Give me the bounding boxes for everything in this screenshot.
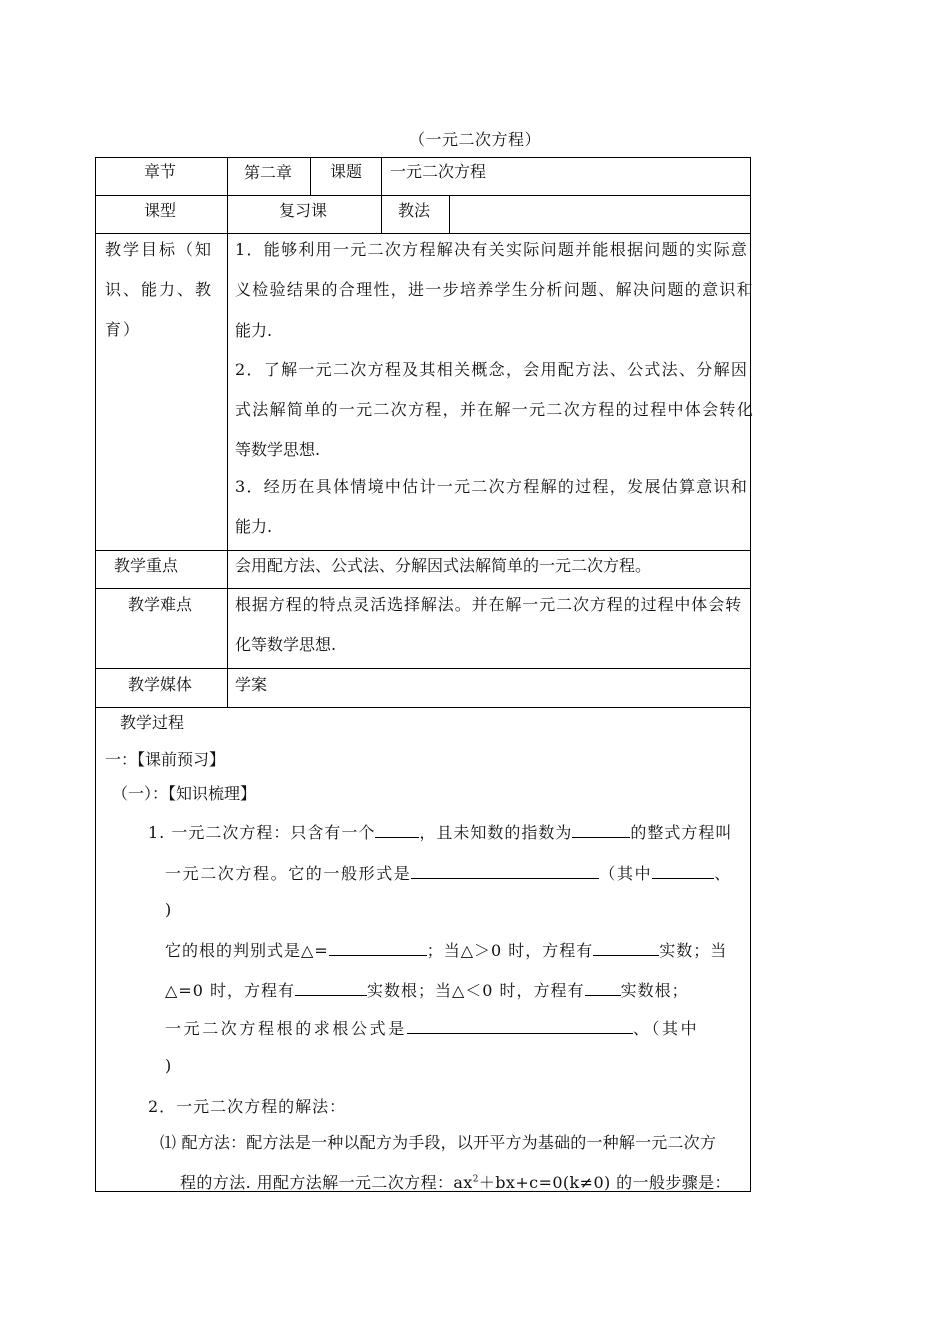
type-label: 课型 <box>144 201 177 220</box>
item1-text-a: 1. 一元二次方程：只含有一个 <box>148 823 376 842</box>
objectives-label-line: 教学目标（知 <box>105 240 214 259</box>
blank <box>411 864 599 879</box>
item2-heading: 2．一元二次方程的解法： <box>148 1097 347 1116</box>
objective-line: 式法解简单的一元二次方程，并在解一元二次方程的过程中体会转化 <box>235 400 755 419</box>
objectives-label-line: 识、能力、教 <box>105 280 214 299</box>
page-title: （一元二次方程） <box>408 130 541 149</box>
item1-text-b: ，且未知数的指数为 <box>419 823 573 842</box>
disc-text-c: 实数；当 <box>659 941 728 960</box>
method-label: 教法 <box>398 201 431 220</box>
disc-text-b: ；当△＞0 时，方程有 <box>426 941 594 960</box>
process-heading: 教学过程 <box>120 713 185 732</box>
discriminant-line1 <box>165 938 727 961</box>
objective-line: 1．能够利用一元二次方程解决有关实际问题并能根据问题的实际意 <box>235 240 749 259</box>
disc2-text-b: 实数根；当△＜0 时，方程有 <box>366 981 585 1000</box>
media-value: 学案 <box>235 675 268 694</box>
objective-line: 3．经历在具体情境中估计一元二次方程解的过程，发展估算意识和 <box>235 477 749 496</box>
blank <box>407 1019 633 1034</box>
topic-value: 一元二次方程 <box>390 162 487 181</box>
objective-line: 2．了解一元二次方程及其相关概念，会用配方法、公式法、分解因 <box>235 360 749 379</box>
item1-line1 <box>148 820 732 843</box>
subsection-heading: （一）：【知识梳理】 <box>112 784 257 803</box>
exponent: 2 <box>472 1174 479 1185</box>
blank <box>585 981 621 996</box>
key-points-text: 会用配方法、公式法、分解因式法解简单的一元二次方程。 <box>235 556 652 575</box>
objective-line: 能力. <box>235 321 273 340</box>
objectives-label-line: 育） <box>105 320 142 339</box>
item1-line2-text-b: （其中 <box>599 864 653 883</box>
blank <box>652 864 714 879</box>
item1-text-c: 的整式方程叫 <box>630 823 733 842</box>
method1-text-a: 程的方法. 用配方法解一元二次方程：ax <box>180 1173 473 1192</box>
key-points-label: 教学重点 <box>114 556 179 575</box>
formula-line2: ) <box>165 1056 173 1075</box>
formula-text-b: 、（其中 <box>632 1019 700 1038</box>
method1-line2 <box>180 1170 731 1193</box>
objective-line: 等数学思想. <box>235 440 321 459</box>
blank <box>375 823 419 838</box>
blank <box>572 823 630 838</box>
difficulty-line: 化等数学思想. <box>235 635 337 654</box>
item1-line2 <box>165 861 732 884</box>
topic-label: 课题 <box>330 162 363 181</box>
item1-line3: ) <box>165 900 173 919</box>
difficulty-line: 根据方程的特点灵活选择解法。并在解一元二次方程的过程中体会转 <box>235 595 743 614</box>
formula-line1 <box>165 1016 699 1039</box>
blank <box>295 981 367 996</box>
section-heading: 一：【课前预习】 <box>105 750 226 769</box>
item1-line2-text-a: 一元二次方程。它的一般形式是 <box>165 864 412 883</box>
objective-line: 义检验结果的合理性，进一步培养学生分析问题、解决问题的意识和 <box>235 280 755 299</box>
disc2-text-c: 实数根； <box>620 981 689 1000</box>
type-value: 复习课 <box>279 201 328 220</box>
chapter-label: 章节 <box>144 162 177 181</box>
discriminant-line2 <box>165 978 689 1001</box>
method1-text-b: ＋bx+c=0(k≠0) 的一般步骤是： <box>478 1173 731 1192</box>
disc2-text-a: △=0 时，方程有 <box>165 981 295 1000</box>
method1-line1: ⑴ 配方法：配方法是一种以配方为手段，以开平方为基础的一种解一元二次方 <box>160 1133 717 1152</box>
disc-text-a: 它的根的判别式是△= <box>165 941 329 960</box>
media-label: 教学媒体 <box>128 675 193 694</box>
item1-line2-text-c: 、 <box>714 864 732 883</box>
blank <box>329 941 427 956</box>
difficulties-label: 教学难点 <box>128 595 193 614</box>
objective-line: 能力. <box>235 517 273 536</box>
formula-text-a: 一元二次方程根的求根公式是 <box>165 1019 407 1038</box>
chapter-value: 第二章 <box>244 163 293 182</box>
blank <box>593 941 659 956</box>
